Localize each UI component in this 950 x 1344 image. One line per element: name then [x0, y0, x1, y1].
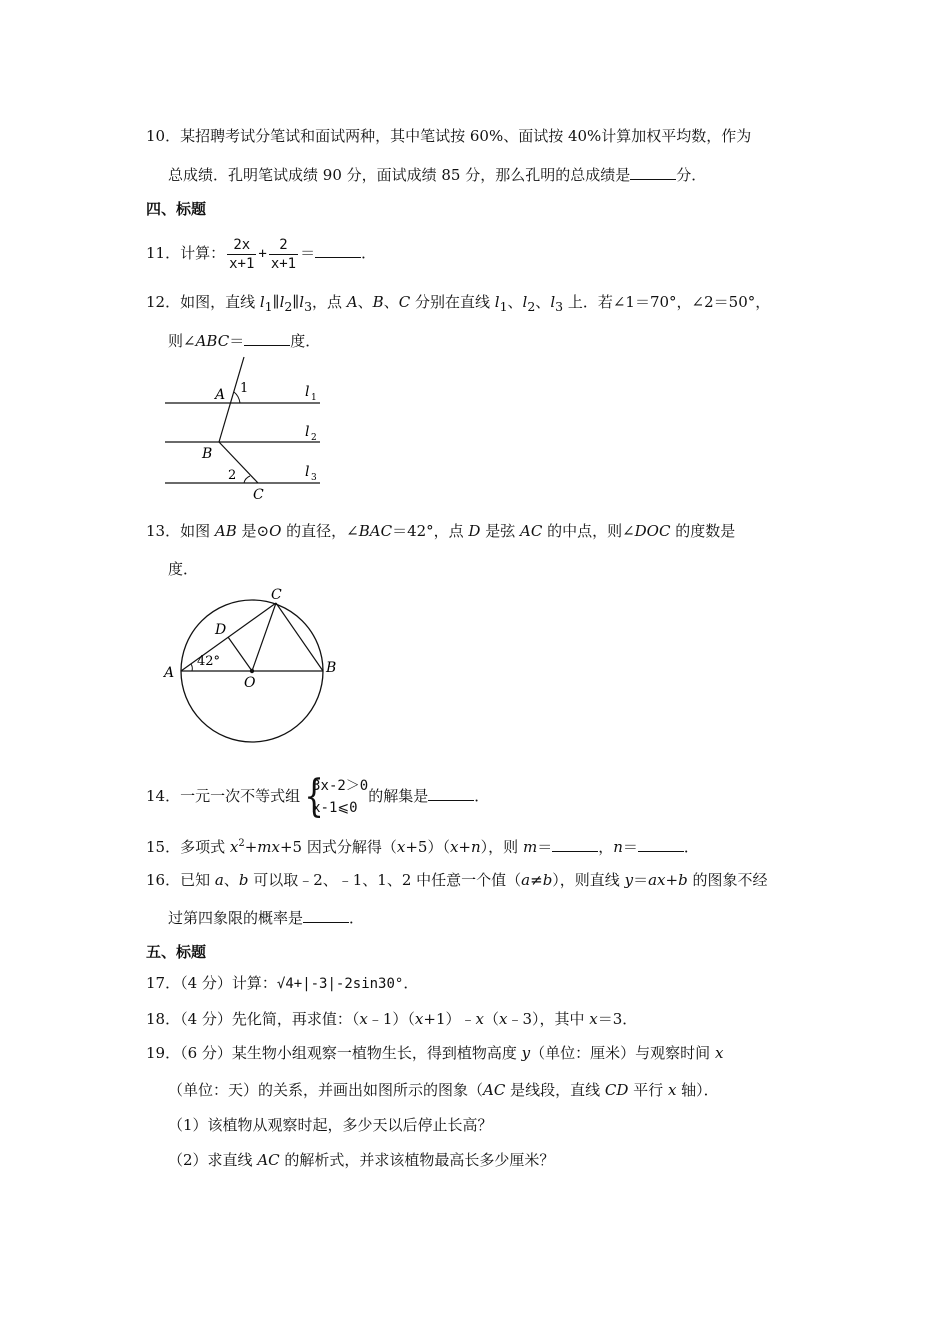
- circle-figure: [160, 584, 345, 749]
- q17: 17．（4 分）计算：√4+|-3|-2sin30°．: [146, 974, 419, 992]
- brace-icon: {: [304, 771, 324, 822]
- q19-line2: （单位：天）的关系，并画出如图所示的图象（AC 是线段，直线 CD 平行 x 轴）．: [168, 1081, 719, 1099]
- q10-line1: 10．某招聘考试分笔试和面试两种，其中笔试按 60%、面试按 40%计算加权平均数，作为: [146, 127, 752, 145]
- label-l2: l: [305, 424, 310, 440]
- q18: 18．（4 分）先化简，再求值：（x﹣1）（x+1）﹣x（x﹣3），其中 x＝3．: [146, 1010, 638, 1028]
- label-o: O: [244, 675, 256, 691]
- fraction-1: $\frac{2x}{x+1}$: [229, 236, 255, 272]
- q12-line1: 12．如图，直线 $l_1\parallel l_2\parallel l_3$，点 A、B、C 分别在直线 $l_1$、$l_2$、$l_3$ 上．若∠1＝70°，∠2＝50°，: [146, 293, 771, 314]
- q13-line1: 13．如图 AB 是⊙O 的直径，∠BAC＝42°，点 D 是弦 AC 的中点，则∠DOC 的度数是: [146, 522, 736, 540]
- q12-line2: 则∠ABC＝ 度．: [168, 332, 321, 350]
- answer-blank-m: [552, 836, 598, 852]
- answer-blank: [630, 164, 676, 180]
- section-4-title: 四、标题: [146, 200, 207, 218]
- answer-blank: [303, 907, 349, 923]
- fraction-2: $\frac{2}{x+1}$: [270, 236, 297, 272]
- answer-blank: [428, 785, 474, 801]
- label-b: B: [326, 660, 337, 676]
- q15: 15．多项式 $x^2+mx+5$ 因式分解得（x+5）（x+n），则 m＝ ，n＝ ．: [146, 838, 699, 856]
- q19-line1: 19．（6 分）某生物小组观察一植物生长，得到植物高度 y（单位：厘米）与观察时间 x: [146, 1044, 724, 1062]
- q11: 11．计算： $\frac{2x}{x+1}$ + $\frac{2}{x+1}$ ＝ ．: [146, 236, 377, 272]
- parallel-lines-figure: [160, 352, 330, 504]
- label-angle-2: 2: [228, 468, 237, 483]
- inequality-system: { 3x-2＞0 x-1⩽0: [304, 771, 369, 822]
- label-l3-sub: 3: [311, 473, 317, 483]
- label-c: C: [253, 487, 264, 503]
- q13-line2: 度．: [168, 560, 199, 578]
- q19-sub2: （2）求直线 AC 的解析式，并求该植物最高长多少厘米？: [168, 1151, 555, 1169]
- q16-line2: 过第四象限的概率是 ．: [168, 909, 365, 927]
- label-l1-sub: 1: [311, 393, 317, 403]
- answer-blank: [315, 242, 361, 258]
- label-b: B: [202, 446, 213, 462]
- q10-line2: 总成绩．孔明笔试成绩 90 分，面试成绩 85 分，那么孔明的总成绩是 分．: [168, 166, 707, 184]
- q19-sub1: （1）该植物从观察时起，多少天以后停止长高？: [168, 1116, 493, 1134]
- chord-bc: [276, 603, 323, 671]
- label-a: A: [215, 387, 226, 403]
- center-dot: [250, 669, 254, 673]
- label-l3: l: [305, 464, 310, 480]
- answer-blank-n: [638, 836, 684, 852]
- segment-oc: [252, 603, 276, 671]
- segment-od: [228, 637, 252, 671]
- label-angle-1: 1: [240, 381, 249, 396]
- label-angle-42: 42°: [197, 654, 221, 669]
- label-l1: l: [305, 384, 310, 400]
- section-5-title: 五、标题: [146, 943, 207, 961]
- label-a: A: [164, 665, 175, 681]
- label-l2-sub: 2: [311, 433, 317, 443]
- label-c: C: [271, 587, 282, 603]
- angle-arc: [191, 664, 192, 671]
- label-d: D: [215, 622, 227, 638]
- q16-line1: 16．已知 a、b 可以取﹣2、﹣1、1、2 中任意一个值（a≠b），则直线 y＝ax+b 的图象不经: [146, 871, 768, 889]
- q14: 14．一元一次不等式组 { 3x-2＞0 x-1⩽0 的解集是 ．: [146, 771, 490, 822]
- angle-2-arc: [244, 476, 250, 483]
- segment-bc: [219, 442, 258, 483]
- answer-blank: [244, 330, 290, 346]
